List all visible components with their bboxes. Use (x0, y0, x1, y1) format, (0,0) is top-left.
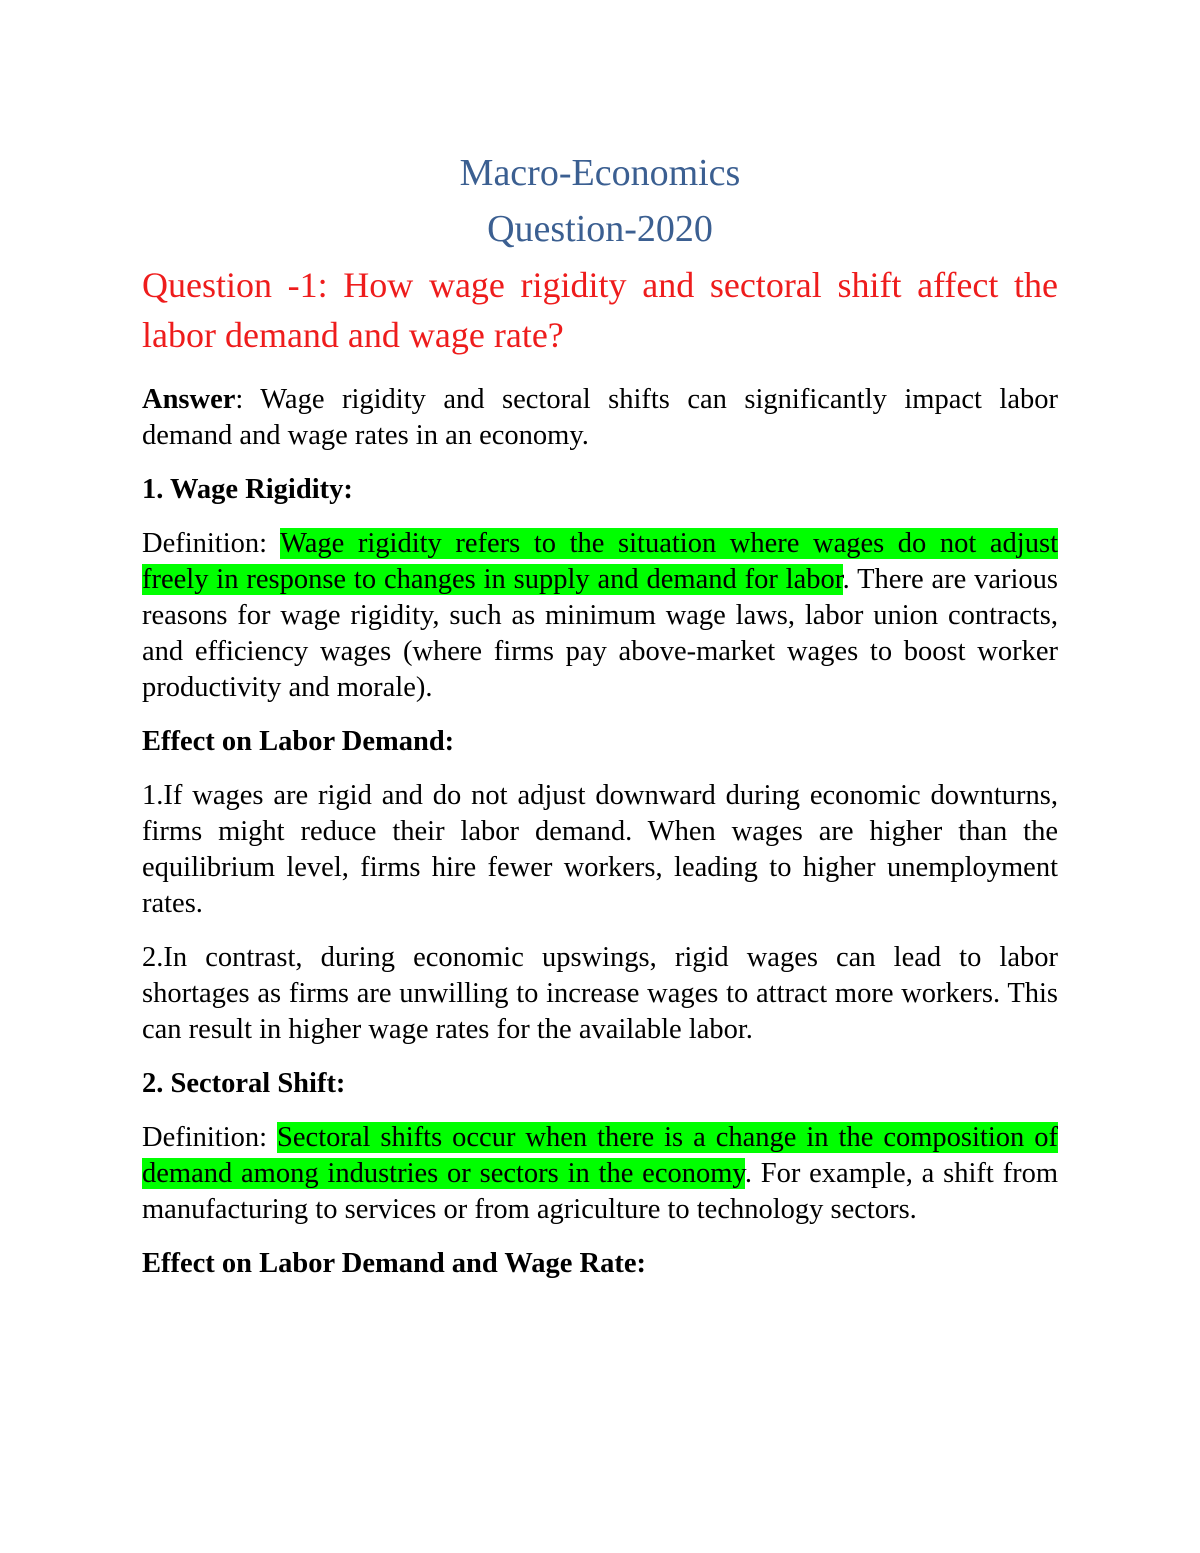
document-title: Macro-Economics (459, 152, 741, 194)
highlighted-definition: Wage rigidity refers to the situation where wages do not adjust freely in response to changes in supply and demand for labor (142, 528, 1058, 595)
section-heading-sectoral-shift: 2. Sectoral Shift: (142, 1068, 346, 1099)
document-content (142, 145, 1058, 1282)
effect-point-1: 1.If wages are rigid and do not adjust downward during economic downturns, firms might reduce their labor demand. When wages are higher than the equilibrium level, firms hire fewer workers, leading to higher unemployment rates. (142, 780, 1058, 919)
sectoral-shift-definition (142, 1120, 1058, 1228)
question-text: Question -1: How wage rigidity and sectoral shift affect the labor demand and wage rate? (142, 265, 1058, 355)
document-subtitle: Question-2020 (487, 208, 713, 250)
section-heading-wage-rigidity: 1. Wage Rigidity: (142, 474, 353, 505)
highlighted-definition: Sectoral shifts occur when there is a change in the composition of demand among industries or sectors in the economy (142, 1122, 1058, 1189)
effect-heading-labor-demand: Effect on Labor Demand: (142, 726, 455, 757)
effect-point-2: 2.In contrast, during economic upswings, rigid wages can lead to labor shortages as firms are unwilling to increase wages to attract more workers. This can result in higher wage rates for the available labor. (142, 942, 1058, 1045)
definition-label: Definition: (142, 1122, 278, 1153)
definition-label: Definition: (142, 528, 281, 559)
answer-paragraph (142, 382, 1058, 454)
answer-text: : Wage rigidity and sectoral shifts can significantly impact labor demand and wage rates in an economy. (142, 384, 1058, 451)
wage-rigidity-definition (142, 526, 1058, 706)
answer-label: Answer (142, 384, 236, 415)
effect-heading-labor-demand-wage-rate: Effect on Labor Demand and Wage Rate: (142, 1248, 647, 1279)
definition-continuation: . For example, a shift from manufacturing to services or from agriculture to technology sectors. (142, 1158, 1058, 1225)
definition-continuation: . There are various reasons for wage rigidity, such as minimum wage laws, labor union contracts, and efficiency wages (where firms pay above-market wages to boost worker productivity and morale). (142, 564, 1059, 703)
